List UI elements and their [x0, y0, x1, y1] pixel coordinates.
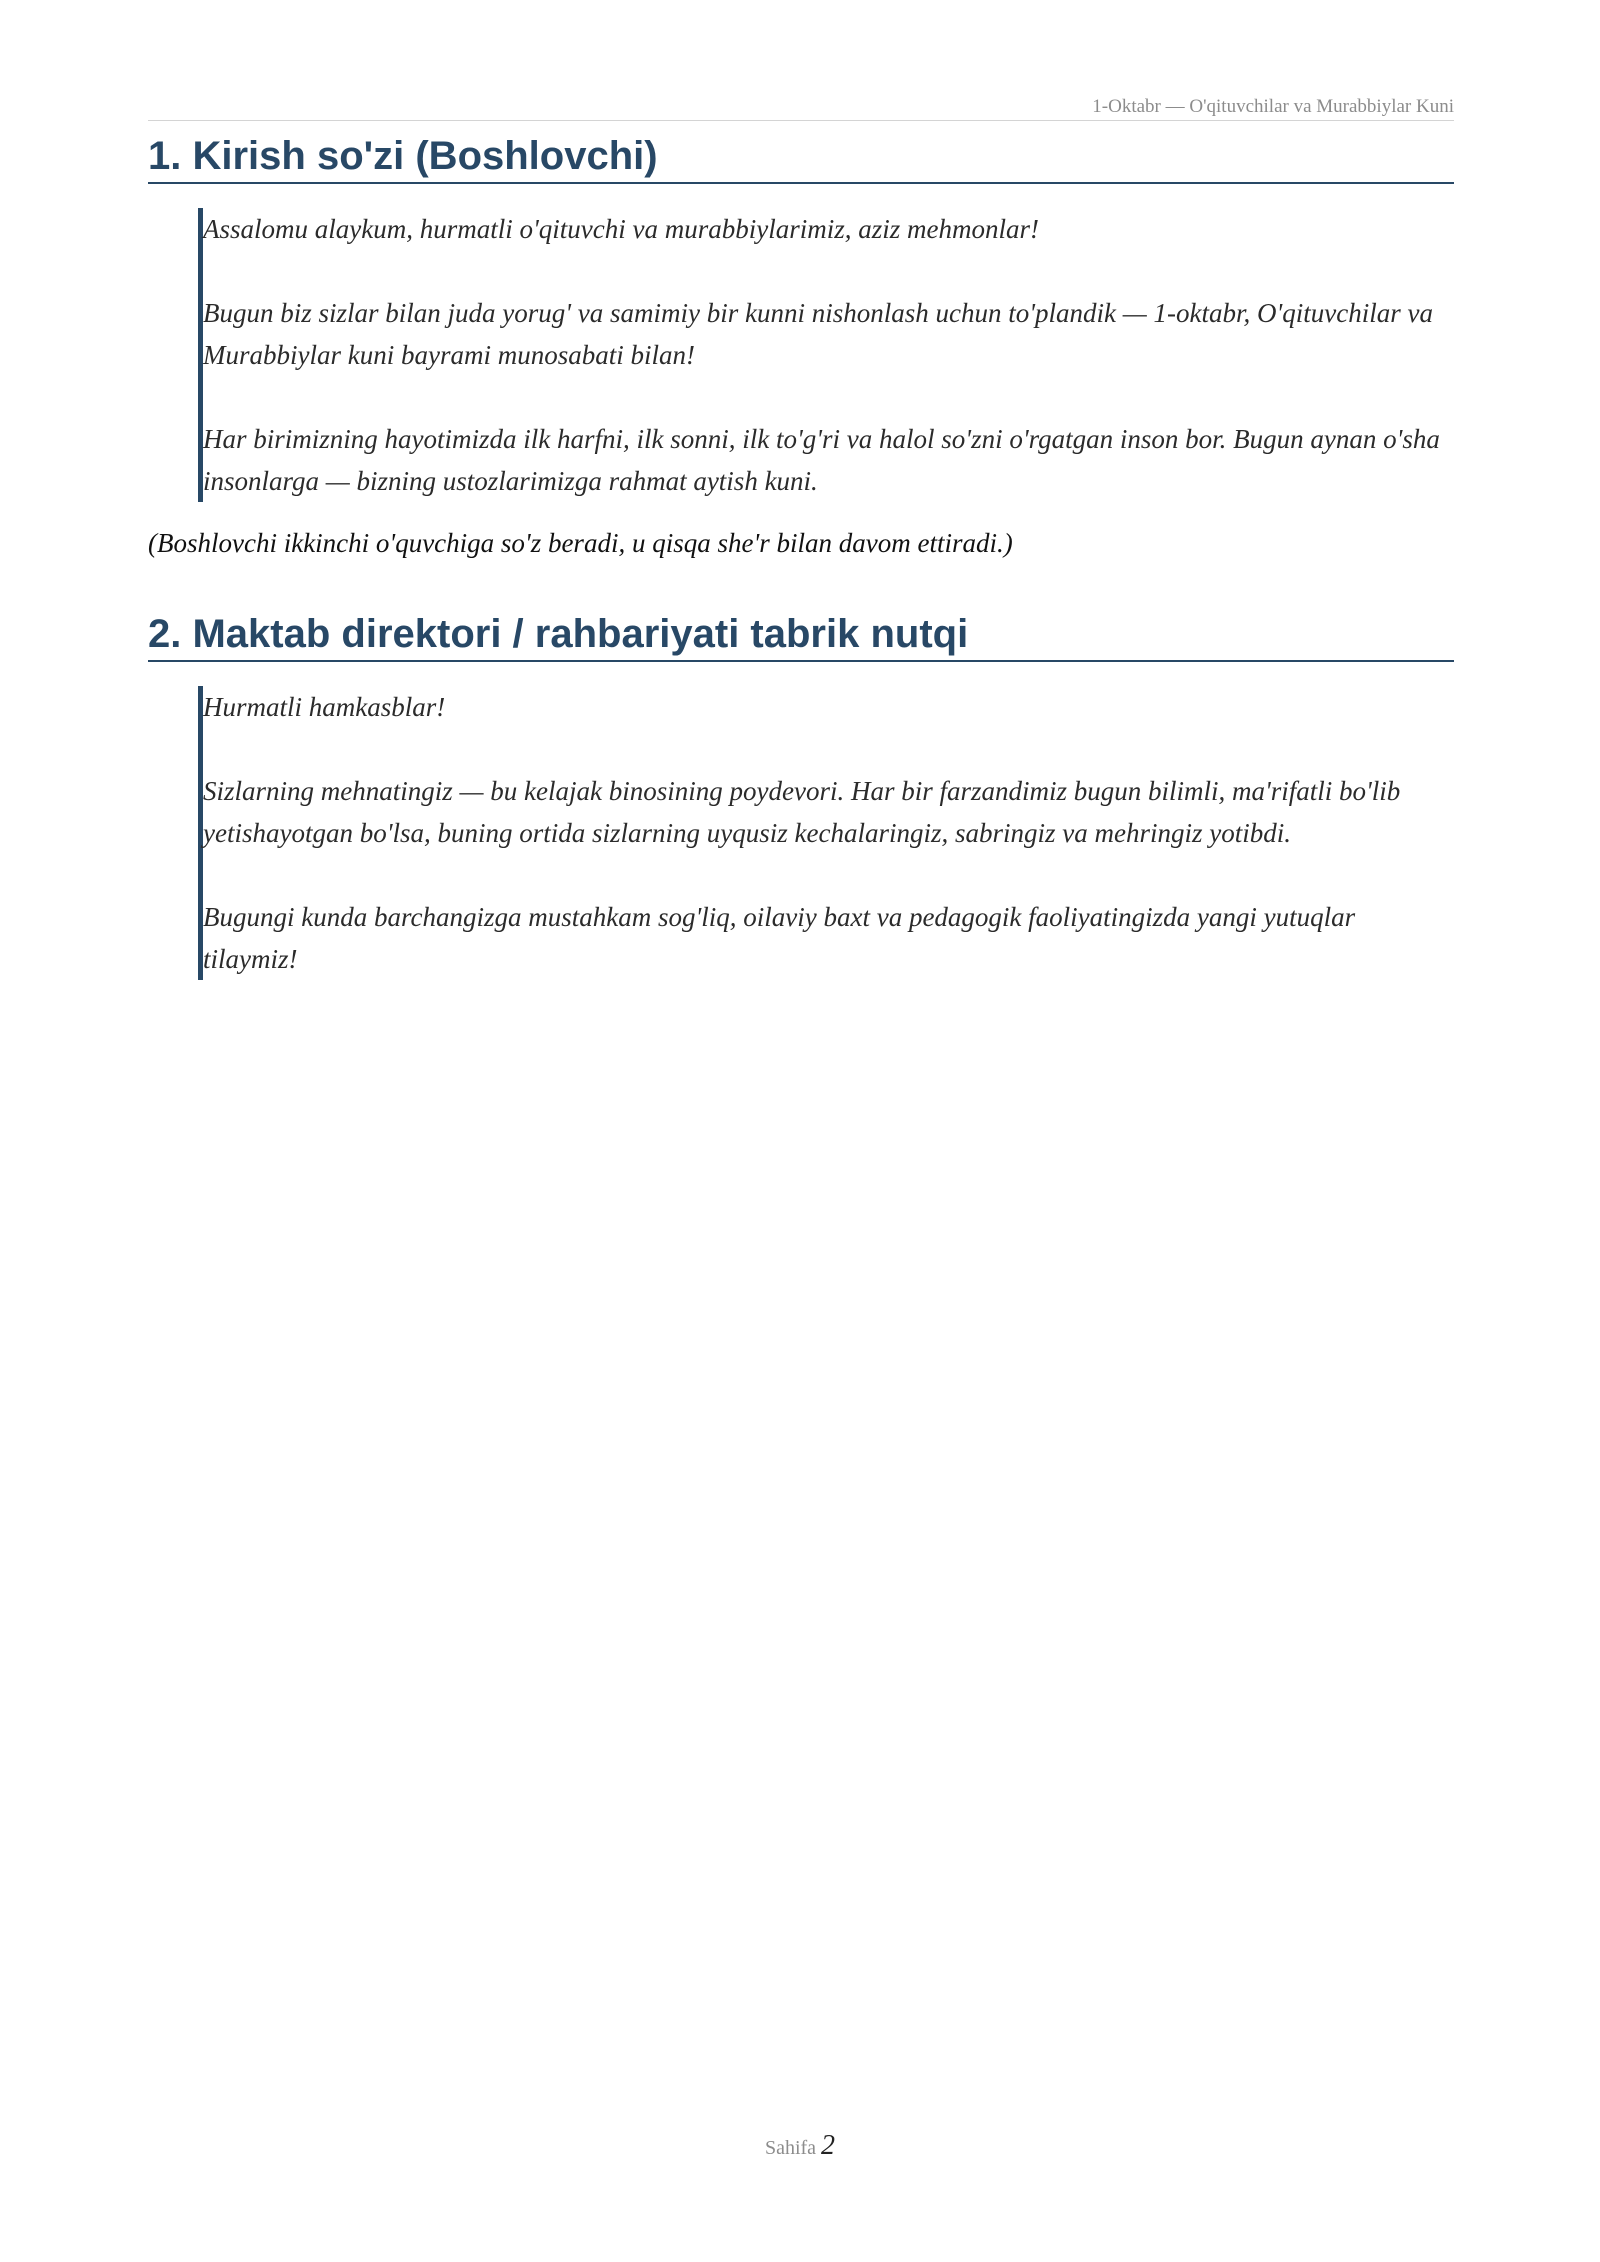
section-intro [148, 132, 1454, 564]
page-number: 2 [821, 2130, 836, 2161]
quote-paragraph: Assalomu alaykum, hurmatli o'qituvchi va murabbiylarimiz, aziz mehmonlar! [203, 214, 1039, 244]
section-heading: 2. Maktab direktori / rahbariyati tabrik nutqi [148, 610, 1454, 662]
quote-paragraph: Bugungi kunda barchangizga mustahkam sog'liq, oilaviy baxt va pedagogik faoliyatingizda yangi yutuqlar tilaymiz! [203, 902, 1356, 974]
section-director-speech [148, 610, 1454, 980]
section-heading: 1. Kirish so'zi (Boshlovchi) [148, 132, 1454, 184]
speech-quote [198, 208, 1454, 502]
page-footer [0, 2130, 1600, 2162]
quote-paragraph: Sizlarning mehnatingiz — bu kelajak binosining poydevori. Har bir farzandimiz bugun bilimli, ma'rifatli bo'lib yetishayotgan bo'lsa, buning ortida sizlarning uyqusiz kechalaringiz, sabringiz va mehringiz yotibdi. [203, 776, 1401, 848]
quote-paragraph: Bugun biz sizlar bilan juda yorug' va samimiy bir kunni nishonlash uchun to'plandik — 1-oktabr, O'qituvchilar va Murabbiylar kuni bayrami munosabati bilan! [203, 298, 1434, 370]
stage-note: (Boshlovchi ikkinchi o'quvchiga so'z beradi, u qisqa she'r bilan davom ettiradi.) [148, 528, 1013, 558]
quote-paragraph: Har birimizning hayotimizda ilk harfni, ilk sonni, ilk to'g'ri va halol so'zni o'rgatgan inson bor. Bugun aynan o'sha insonlarga — bizning ustozlarimizga rahmat aytish kuni. [203, 424, 1440, 496]
speech-quote [198, 686, 1454, 980]
quote-paragraph: Hurmatli hamkasblar! [203, 692, 446, 722]
running-header [148, 94, 1454, 121]
running-title: 1-Oktabr — O'qituvchilar va Murabbiylar Kuni [1092, 96, 1454, 117]
page-label: Sahifa [764, 2137, 817, 2159]
